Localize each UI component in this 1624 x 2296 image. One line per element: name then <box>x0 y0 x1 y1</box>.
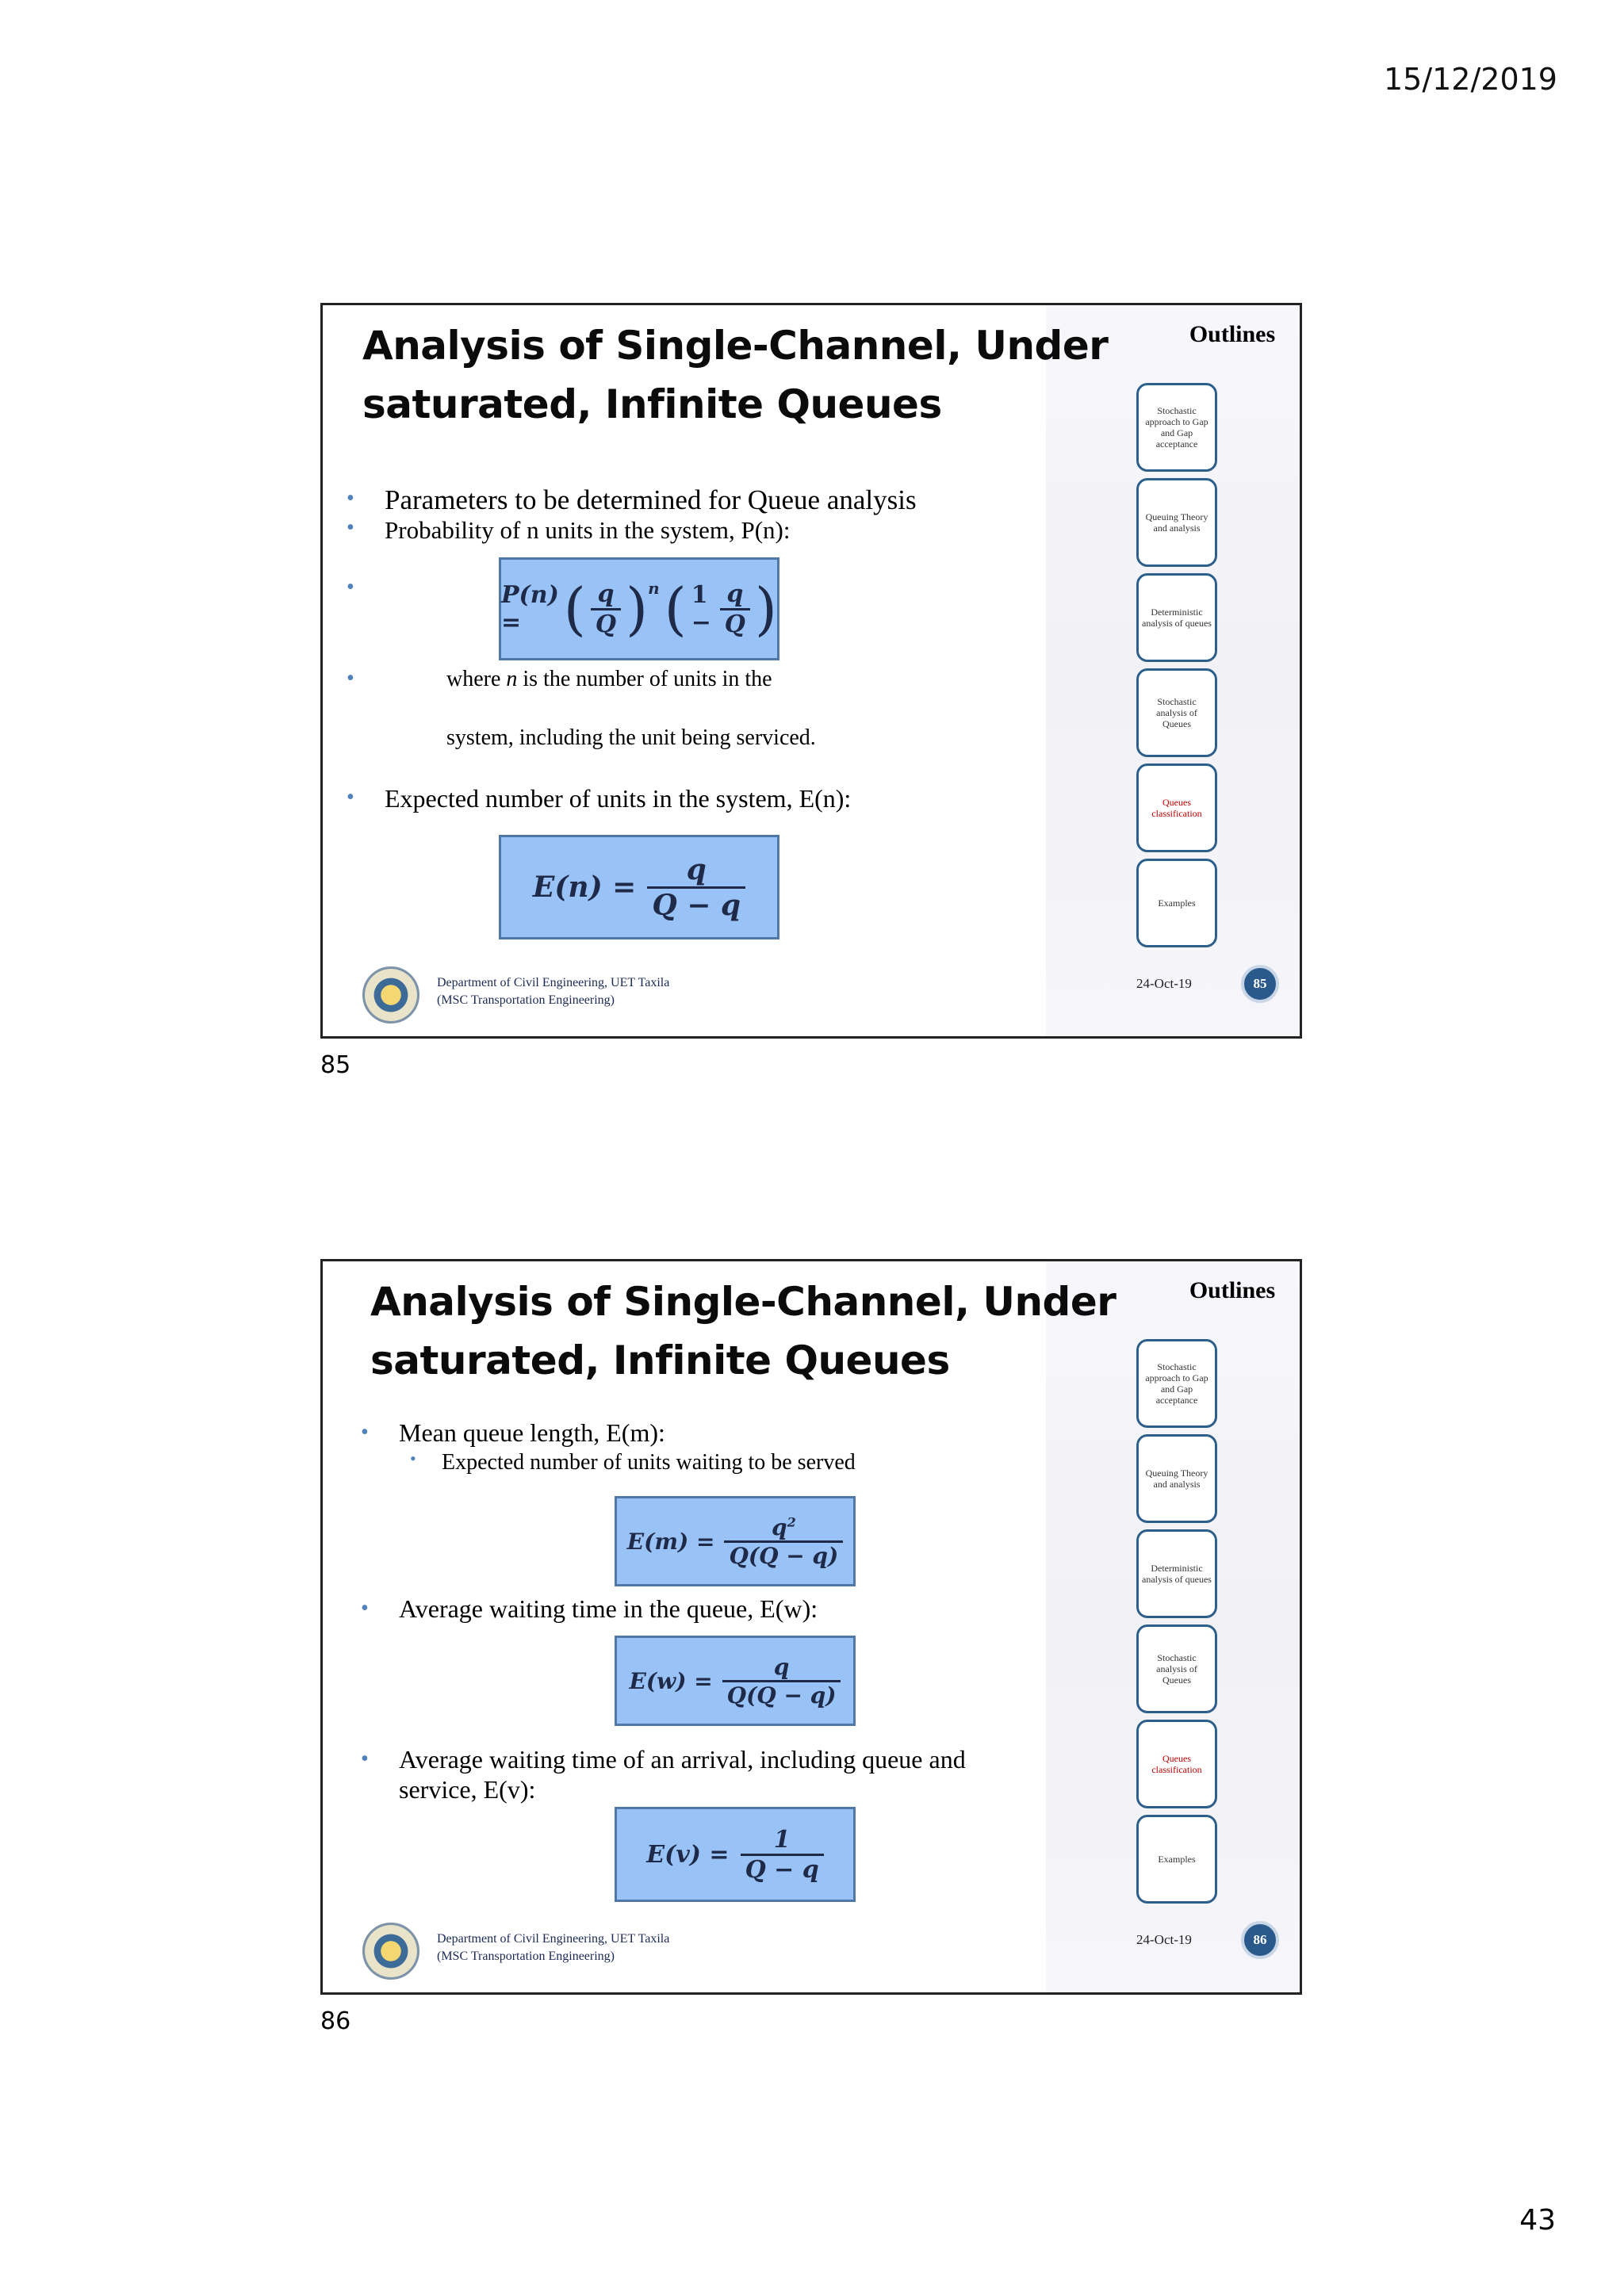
nav-item-stochastic-queues[interactable]: Stochastic analysis of Queues <box>1136 668 1217 757</box>
slide-title-line1: Analysis of Single-Channel, Under <box>370 1279 1116 1325</box>
formula-lhs: P(n) = <box>501 581 559 637</box>
page-date: 15/12/2019 <box>1383 62 1557 97</box>
formula-lhs: E(w) = <box>629 1667 713 1694</box>
outlines-heading: Outlines <box>1189 321 1276 347</box>
fraction: $\frac{q}{Q}$ <box>720 580 750 638</box>
nav-item-stochastic-gap[interactable]: Stochastic approach to Gap and Gap acceptance <box>1136 383 1217 472</box>
department-line2: (MSC Transportation Engineering) <box>437 1950 615 1963</box>
slide-number-label: 85 <box>320 1051 351 1079</box>
university-logo <box>362 1923 419 1980</box>
department-line1: Department of Civil Engineering, UET Taxila <box>437 976 670 989</box>
bullet-text: Average waiting time in the queue, E(w): <box>399 1594 818 1623</box>
slide-85 <box>320 303 1302 1039</box>
slide-title-line2: saturated, Infinite Queues <box>362 381 942 427</box>
bullet-dot: • <box>361 1747 369 1771</box>
formula-lhs: E(m) = <box>626 1528 715 1555</box>
bullet-dot: • <box>347 666 354 691</box>
bullet-text: Average waiting time of an arrival, including queue and <box>399 1745 966 1774</box>
slide-title-line2: saturated, Infinite Queues <box>370 1337 950 1383</box>
page-number: 43 <box>1519 2204 1556 2237</box>
slide-86 <box>320 1259 1302 1995</box>
bullet-text: Expected number of units in the system, E(n): <box>385 784 852 813</box>
fraction: $\frac{q}{Q}$ <box>591 580 621 638</box>
formula-e-v <box>615 1807 856 1902</box>
footer-slide-number: 85 <box>1241 965 1279 1003</box>
exponent: n <box>648 579 660 598</box>
nav-item-examples[interactable]: Examples <box>1136 859 1217 947</box>
nav-item-queuing-theory[interactable]: Queuing Theory and analysis <box>1136 478 1217 567</box>
formula-lhs: E(n) = <box>532 871 637 904</box>
outlines-heading: Outlines <box>1189 1277 1276 1303</box>
fraction: $\frac{1}{Q - q}$ <box>741 1826 824 1884</box>
bullet-text: service, E(v): <box>399 1775 536 1804</box>
bullet-dot: • <box>347 515 354 540</box>
bullet-text: Expected number of units waiting to be served <box>442 1450 856 1475</box>
bullet-text: system, including the unit being serviced. <box>446 725 816 750</box>
nav-item-queues-classification[interactable]: Queues classification <box>1136 1720 1217 1808</box>
bullet-text: Mean queue length, E(m): <box>399 1418 665 1447</box>
department-line2: (MSC Transportation Engineering) <box>437 993 615 1007</box>
formula-e-m <box>615 1496 856 1586</box>
nav-item-examples[interactable]: Examples <box>1136 1815 1217 1904</box>
slide-number-label: 86 <box>320 2007 351 2035</box>
formula-lhs: E(v) = <box>646 1840 730 1869</box>
bullet-text: where n is the number of units in the <box>446 667 772 691</box>
bullet-dot: • <box>347 486 354 511</box>
fraction: $\frac{q^2}{Q(Q - q)}$ <box>724 1514 843 1569</box>
formula-p-n <box>499 557 779 660</box>
fraction: $\frac{q}{Q(Q - q)}$ <box>722 1654 841 1709</box>
slide-footer <box>323 1919 1300 1991</box>
nav-item-stochastic-queues[interactable]: Stochastic analysis of Queues <box>1136 1624 1217 1713</box>
bullet-dot: • <box>347 575 354 599</box>
bullet-text: Probability of n units in the system, P(n): <box>385 516 791 544</box>
one-minus: 1 − <box>691 581 711 637</box>
formula-e-n <box>499 835 779 939</box>
bullet-text: Parameters to be determined for Queue analysis <box>385 484 917 515</box>
bullet-dot: • <box>361 1420 369 1445</box>
footer-date: 24-Oct-19 <box>1136 976 1192 991</box>
paren-right: ) <box>626 576 649 642</box>
paren-right: ) <box>754 576 777 642</box>
nav-item-deterministic[interactable]: Deterministic analysis of queues <box>1136 1529 1217 1618</box>
paren-left: ( <box>563 576 586 642</box>
bullet-dot: • <box>361 1596 369 1621</box>
nav-item-deterministic[interactable]: Deterministic analysis of queues <box>1136 573 1217 662</box>
paren-left: ( <box>664 576 687 642</box>
bullet-dot: • <box>410 1448 416 1468</box>
slide-footer <box>323 963 1300 1035</box>
formula-e-w <box>615 1636 856 1726</box>
department-line1: Department of Civil Engineering, UET Taxila <box>437 1932 670 1946</box>
slide-title-line1: Analysis of Single-Channel, Under <box>362 323 1109 369</box>
bullet-dot: • <box>347 785 354 809</box>
fraction: $\frac{q}{Q - q}$ <box>647 853 745 922</box>
nav-item-queues-classification[interactable]: Queues classification <box>1136 763 1217 852</box>
nav-item-queuing-theory[interactable]: Queuing Theory and analysis <box>1136 1434 1217 1523</box>
nav-item-stochastic-gap[interactable]: Stochastic approach to Gap and Gap acceptance <box>1136 1339 1217 1428</box>
university-logo <box>362 966 419 1024</box>
footer-date: 24-Oct-19 <box>1136 1932 1192 1947</box>
footer-slide-number: 86 <box>1241 1921 1279 1959</box>
